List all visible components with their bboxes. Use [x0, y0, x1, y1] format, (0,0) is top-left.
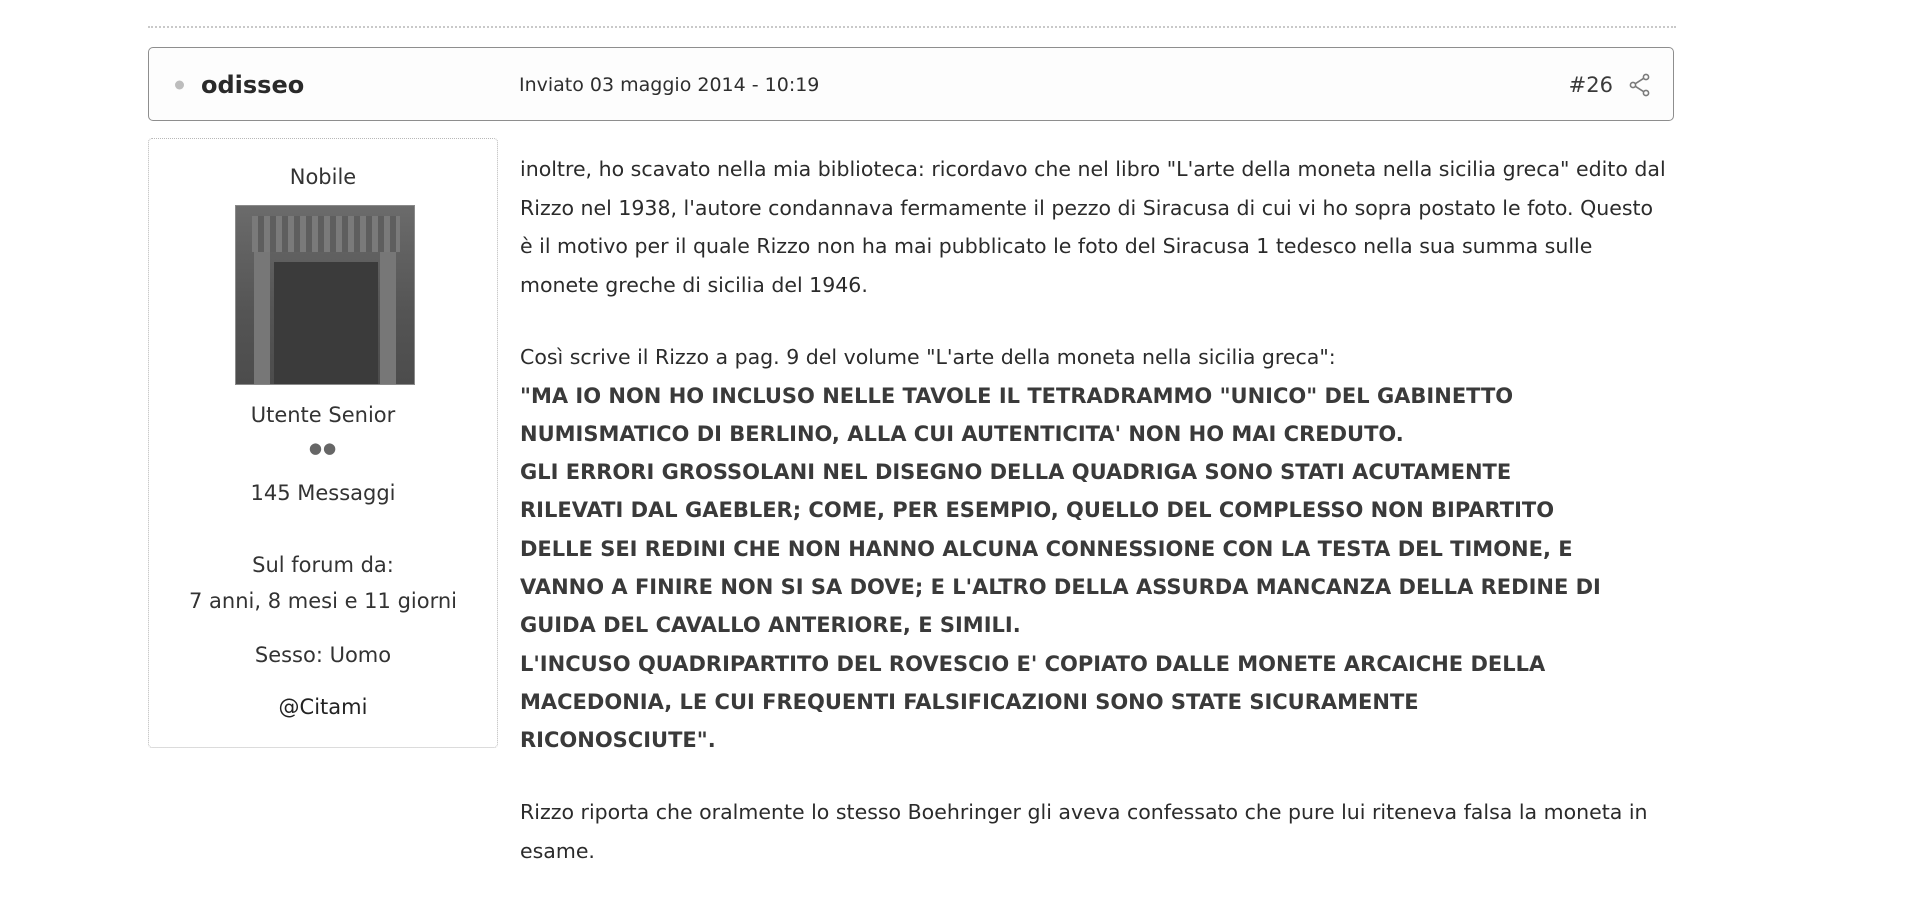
post-count: 145 Messaggi	[250, 481, 396, 505]
quote-line: "MA IO NON HO INCLUSO NELLE TAVOLE IL TETRADRAMMO "UNICO" DEL GABINETTO	[520, 383, 1514, 408]
quote-line: RICONOSCIUTE".	[520, 728, 716, 753]
paragraph-conclusion: Rizzo riporta che oralmente lo stesso Boehringer gli aveva confessato che pure lui riteneva falsa la moneta in esame.	[520, 800, 1648, 863]
post-date: Inviato 03 maggio 2014 - 10:19	[519, 74, 820, 96]
quote-line: GUIDA DEL CAVALLO ANTERIORE, E SIMILI.	[520, 613, 1021, 638]
rank-pips-icon: ●●	[308, 439, 338, 457]
user-rank: Nobile	[289, 165, 357, 189]
mention-link[interactable]: @Citami	[278, 695, 368, 719]
quote-block	[520, 377, 1670, 760]
author-name[interactable]: odisseo	[201, 71, 305, 99]
user-title: Utente Senior	[250, 403, 396, 427]
avatar-column-right	[380, 252, 396, 385]
user-info-panel	[148, 138, 498, 748]
avatar-doorway	[274, 262, 378, 385]
quote-line: RILEVATI DAL GAEBLER; COME, PER ESEMPIO, QUELLO DEL COMPLESSO NON BIPARTITO	[520, 498, 1555, 523]
quote-line: GLI ERRORI GROSSOLANI NEL DISEGNO DELLA QUADRIGA SONO STATI ACUTAMENTE	[520, 460, 1512, 485]
avatar-column-left	[254, 252, 270, 385]
quote-line: MACEDONIA, LE CUI FREQUENTI FALSIFICAZIONI SONO STATE SICURAMENTE	[520, 689, 1419, 714]
post-number-link[interactable]: #26	[1568, 73, 1613, 97]
top-divider	[148, 26, 1676, 28]
post-body	[520, 150, 1670, 870]
quote-line: L'INCUSO QUADRIPARTITO DEL ROVESCIO E' COPIATO DALLE MONETE ARCAICHE DELLA	[520, 651, 1546, 676]
quote-line: NUMISMATICO DI BERLINO, ALLA CUI AUTENTICITA' NON HO MAI CREDUTO.	[520, 421, 1404, 446]
share-icon[interactable]	[1627, 72, 1653, 98]
member-since-label: Sul forum da:	[252, 553, 394, 577]
avatar-lintel	[252, 216, 400, 252]
paragraph-intro: inoltre, ho scavato nella mia biblioteca: ricordavo che nel libro "L'arte della moneta nella sicilia greca" edito dal Rizzo nel 1938, l'autore condannava fermamente il pezzo di Siracusa di cui vi ho sopra postato le foto. Questo è il motivo per il quale Rizzo non ha mai pubblicato le foto del Siracusa 1 tedesco nella sua summa sulle monete greche di sicilia del 1946.	[520, 157, 1666, 297]
status-dot-icon	[175, 81, 184, 90]
paragraph-quote-intro: Così scrive il Rizzo a pag. 9 del volume "L'arte della moneta nella sicilia greca":	[520, 345, 1336, 369]
member-since-value: 7 anni, 8 mesi e 11 giorni	[189, 589, 457, 613]
post-header	[148, 47, 1674, 121]
quote-line: VANNO A FINIRE NON SI SA DOVE; E L'ALTRO DELLA ASSURDA MANCANZA DELLA REDINE DI	[520, 574, 1601, 599]
user-gender: Sesso: Uomo	[254, 643, 392, 667]
avatar[interactable]	[235, 205, 415, 385]
quote-line: DELLE SEI REDINI CHE NON HANNO ALCUNA CONNESSIONE CON LA TESTA DEL TIMONE, E	[520, 536, 1573, 561]
